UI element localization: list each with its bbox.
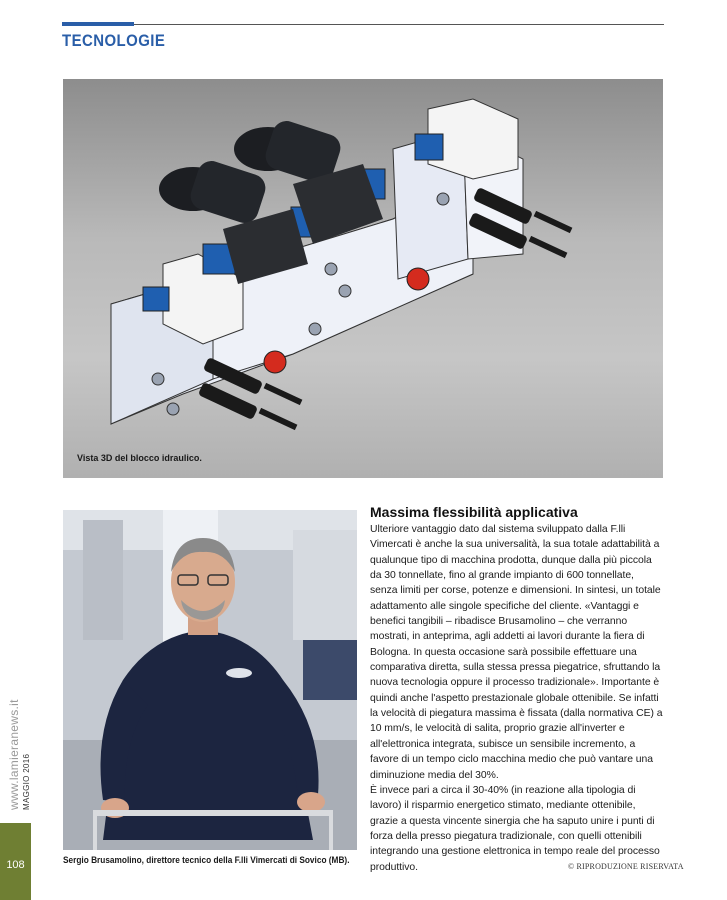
copyright-notice: © RIPRODUZIONE RISERVATA	[568, 862, 684, 871]
portrait-photo	[63, 510, 357, 850]
hydraulic-block-illustration	[63, 79, 663, 478]
header-rule	[62, 24, 664, 25]
section-label: TECNOLOGIE	[62, 31, 166, 50]
portrait-illustration	[63, 510, 357, 850]
hydraulic-block-figure	[63, 79, 663, 478]
website-label: www.lamieranews.it	[7, 699, 21, 810]
page-number: 108	[6, 859, 25, 871]
header-accent-bar	[62, 22, 134, 26]
figure-top-caption: Vista 3D del blocco idraulico.	[77, 453, 202, 463]
article-heading: Massima flessibilità applicativa	[370, 504, 578, 520]
portrait-caption: Sergio Brusamolino, direttore tecnico della F.lli Vimercati di Sovico (MB).	[63, 855, 350, 865]
article-paragraph-1: Ulteriore vantaggio dato dal sistema sviluppato dalla F.lli Vimercati è anche la sua universalità, la sua totale adattabilità a qualunque tipo di macchina prodotta, dunque dalla più piccola da 30 tonnellate, fino al grande impianto di 600 tonnellate, senza limiti per corse, potenze e dimensioni. In sintesi, un totale adattamento alle singole specifiche del cliente. «Vantaggi e benefici tangibili – ribadisce Brusamolino – che verranno mostrati, in anteprima, agli addetti ai lavori durante la fiera di Bologna. In questa occasione sarà possibile effettuare una comparativa diretta, sulla stessa pressa piegatrice, sfruttando la nuova tecnologia oppure il processo tradizionale». Importante è quindi anche l'aspetto prestazionale globale ottenibile. Se infatti la velocità di piegatura massima è fissata (dalla normativa CE) a 10 mm/s, le velocità di salita, proprio grazie all'inverter e all'elettronica integrata, subisce un sensibile incremento, a favore di un tempo ciclo macchina medio che può vantare una diminuzione media del 30%.	[370, 524, 663, 781]
issue-label: MAGGIO 2016	[22, 753, 31, 810]
article-paragraph-2: È invece pari a circa il 30-40% (in reazione alla tipologia di lavoro) il risparmio energetico stimato, mediante ottenibile, grazie a questa vincente sinergia che ha saputo unire i punti di forza della presso piegatura tradizionale, con quelli ottenibili integrando una gestione elettronica in tempo reale del processo produttivo.	[370, 784, 660, 873]
article	[370, 504, 664, 875]
